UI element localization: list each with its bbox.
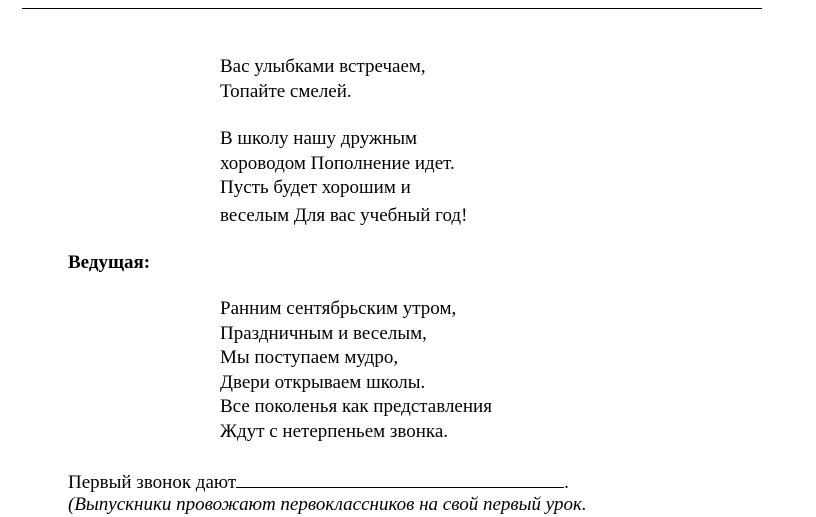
- verse-1: [220, 55, 426, 104]
- verse-line: Мы поступаем мудро,: [220, 347, 399, 368]
- verse-line: Ждут с нетерпеньем звонка.: [220, 420, 449, 442]
- verse-line: Пусть будет хорошим и: [220, 177, 411, 198]
- verse-line: Топайте смелей.: [220, 80, 352, 102]
- verse-line: Ранним сентябрьским утром,: [220, 298, 457, 319]
- first-bell-line: [68, 469, 569, 495]
- top-rule: [22, 8, 762, 9]
- fill-in-blank: [236, 469, 564, 488]
- first-bell-period: .: [564, 472, 569, 493]
- verse-line: веселым Для вас учебный год!: [220, 204, 468, 226]
- verse-line: Вас улыбками встречаем,: [220, 56, 426, 77]
- verse-line: Двери открываем школы.: [220, 371, 426, 393]
- first-bell-text: Первый звонок дают: [68, 472, 237, 493]
- verse-line: Все поколенья как представления: [220, 396, 492, 417]
- verse-line: хороводом Пополнение идет.: [220, 152, 455, 174]
- verse-3: [220, 297, 492, 444]
- speaker-label: Ведущая:: [68, 252, 151, 273]
- verse-2: [220, 127, 467, 228]
- verse-line: Праздничным и веселым,: [220, 322, 427, 344]
- verse-line: В школу нашу дружным: [220, 128, 418, 149]
- stage-direction: (Выпускники провожают первоклассников на свой первый урок.: [68, 494, 587, 515]
